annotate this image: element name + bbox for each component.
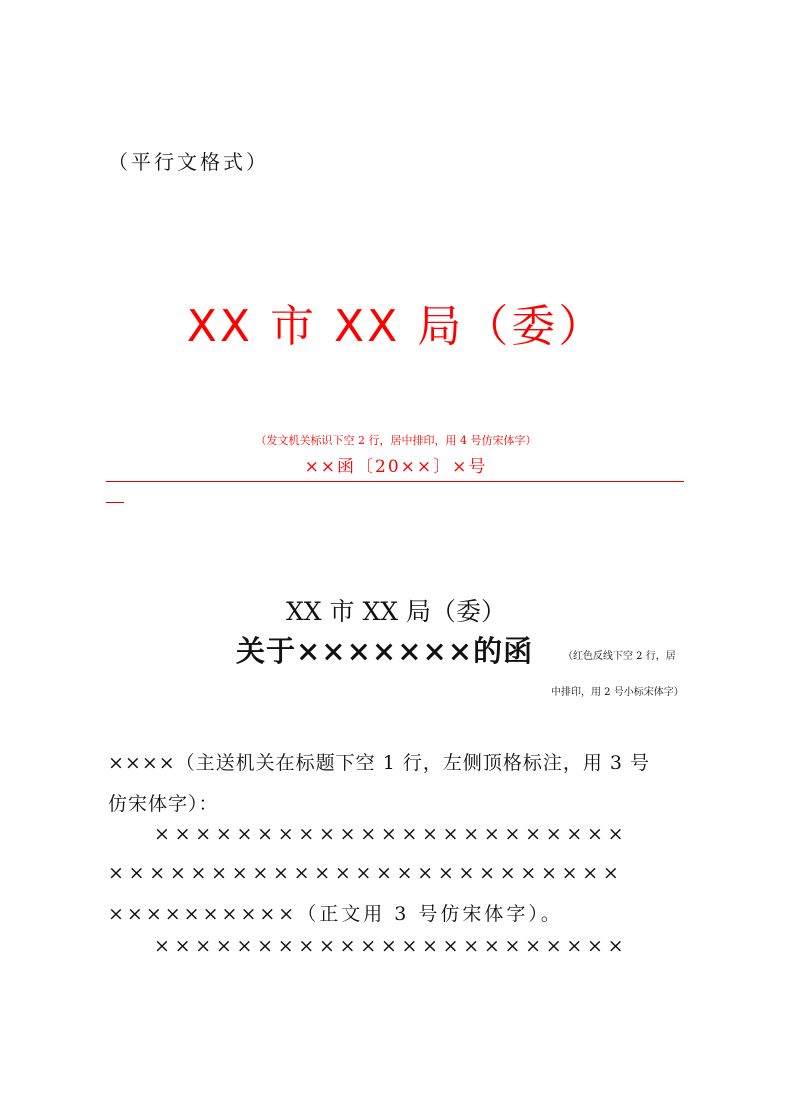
- issuer-heading: XX 市 XX 局（委）: [186, 301, 606, 352]
- recipient-line-continued: 仿宋体字）：: [108, 793, 219, 815]
- document-title: 关于×××××××的函: [236, 634, 534, 668]
- document-number: ××函〔20××〕×号: [304, 457, 488, 477]
- format-note: （平行文格式）: [108, 150, 269, 174]
- title-organization: XX 市 XX 局（委）: [286, 597, 507, 626]
- issuer-note: （发文机关标识下空 2 行，居中排印，用 4 号仿宋体字）: [255, 434, 537, 447]
- body-paragraph-line: ×××××××××××××××××××××××××: [108, 862, 624, 884]
- red-separator-line-tail: [106, 502, 124, 503]
- body-paragraph-line: ×××××××××××××××××××××××: [154, 823, 629, 845]
- body-paragraph-line: ××××××××××（正文用 3 号仿宋体字）。: [108, 903, 563, 925]
- title-format-note-line2: 中排印，用 2 号小标宋体字）: [551, 687, 684, 698]
- body-paragraph-line: ×××××××××××××××××××××××: [154, 935, 629, 957]
- title-format-note-line1: （红色反线下空 2 行，居: [563, 651, 676, 662]
- recipient-line: ××××（主送机关在标题下空 1 行，左侧顶格标注，用 3 号: [108, 752, 651, 774]
- red-separator-line: [106, 481, 684, 482]
